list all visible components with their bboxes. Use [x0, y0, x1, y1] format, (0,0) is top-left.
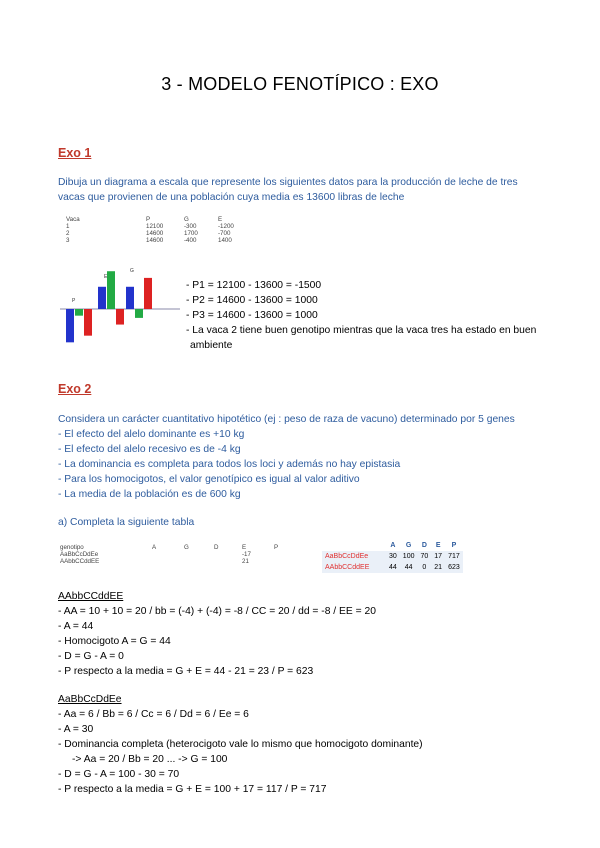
table-cell: -1200: [218, 223, 234, 230]
table-row: [66, 223, 248, 230]
calc-line: - P respecto a la media = G + E = 44 - 21 = 23 / P = 623: [58, 666, 314, 677]
table-cell: 21: [242, 558, 249, 565]
table-cell: -300: [184, 223, 197, 230]
table-header: Vaca: [66, 216, 80, 223]
bar-p-1: [66, 309, 74, 342]
exo2-intro-line: - La media de la población es de 600 kg: [58, 489, 241, 500]
result-line: - P2 = 14600 - 13600 = 1000: [186, 295, 318, 306]
table-header: E: [218, 216, 223, 223]
calc-line: - D = G - A = 0: [58, 651, 124, 662]
table-header: G: [184, 544, 189, 551]
table-cell: AAbbCCddEE: [60, 558, 100, 565]
table-cell: -17: [242, 551, 251, 558]
section-homozygote: [58, 589, 588, 679]
table-header: D: [214, 544, 219, 551]
phenotype-diagram: [60, 266, 180, 352]
bar-e-2: [116, 309, 124, 325]
table-header: A: [152, 544, 157, 551]
table-cell: 14600: [146, 237, 164, 244]
exo1-intro-line: vacas que provienen de una población cuya media es 13600 libras de leche: [58, 192, 405, 203]
genotype-heading: AAbbCCddEE: [58, 591, 124, 602]
exo2-intro-line: - El efecto del alelo recesivo es de -4 kg: [58, 444, 241, 455]
bar-g-3: [135, 309, 143, 318]
table-header: D: [421, 542, 427, 549]
table-cell: 100: [402, 553, 415, 560]
result-line: - P1 = 12100 - 13600 = -1500: [186, 280, 322, 291]
bar-g-1: [75, 309, 83, 316]
table-cell: 44: [404, 564, 413, 571]
figure-label: P: [72, 298, 76, 304]
table-cell: 14600: [146, 230, 164, 237]
table-cell: AaBbCcDdEe: [60, 551, 99, 558]
table-cell: 623: [448, 564, 460, 571]
exo1-heading: Exo 1: [58, 146, 92, 160]
calc-line: - AA = 10 + 10 = 20 / bb = (-4) + (-4) = -8 / CC = 20 / dd = -8 / EE = 20: [58, 606, 376, 617]
calc-line: - Aa = 6 / Bb = 6 / Cc = 6 / Dd = 6 / Ee = 6: [58, 709, 249, 720]
blank-table: [60, 544, 294, 565]
calc-line: - A = 30: [58, 724, 94, 735]
table-cell: 1700: [184, 230, 198, 237]
table-cell: 21: [434, 564, 443, 571]
table-header: G: [405, 542, 412, 549]
table-cell: -400: [184, 237, 197, 244]
table-header: G: [184, 216, 189, 223]
filled-table: [322, 540, 463, 573]
bar-g-2: [107, 271, 115, 309]
exo2-intro-line: - La dominancia es completa para todos los loci y además no hay epistasia: [58, 459, 401, 470]
exo2-intro-line: - Para los homocigotos, el valor genotípico es igual al valor aditivo: [58, 474, 360, 485]
section-heterozygote: [58, 692, 588, 797]
exo1-intro-line: Dibuja un diagrama a escala que represente los siguientes datos para la producción de leche de tres: [58, 177, 518, 188]
table-row: [60, 558, 294, 565]
exo1-data-table: [66, 216, 248, 244]
table-cell: 70: [420, 553, 429, 560]
figure-label: G: [130, 268, 134, 274]
result-line: - P3 = 14600 - 13600 = 1000: [186, 310, 318, 321]
table-row: [322, 562, 463, 573]
bar-e-1: [84, 309, 92, 336]
table-cell: 1400: [218, 237, 232, 244]
table-header: genotipo: [60, 544, 84, 551]
table-header: A: [390, 542, 396, 549]
table-header: P: [451, 542, 457, 549]
table-cell: AaBbCcDdEe: [325, 553, 369, 560]
table-header: E: [435, 542, 441, 549]
exo2-intro: [58, 412, 588, 502]
table-cell: 1: [66, 223, 70, 230]
table-cell: 0: [422, 564, 427, 571]
table-cell: 717: [448, 553, 460, 560]
calc-line: - A = 44: [58, 621, 94, 632]
table-row: [322, 551, 463, 562]
genotype-heading: AaBbCcDdEe: [58, 694, 122, 705]
exo2-task: a) Completa la siguiente tabla: [58, 517, 195, 528]
table-header: P: [146, 216, 151, 223]
table-cell: 2: [66, 230, 70, 237]
exo2-heading: Exo 2: [58, 382, 92, 396]
table-cell: 17: [434, 553, 443, 560]
table-cell: 12100: [146, 223, 164, 230]
result-line: - La vaca 2 tiene buen genotipo mientras que la vaca tres ha estado en buen: [186, 325, 537, 336]
bar-e-3: [144, 278, 152, 309]
exo2-intro-line: Considera un carácter cuantitativo hipotético (ej : peso de raza de vacuno) determinado por 5 genes: [58, 414, 515, 425]
calc-line: -> Aa = 20 / Bb = 20 ... -> G = 100: [72, 754, 228, 765]
table-row: [66, 237, 248, 244]
table-cell: 44: [389, 564, 397, 571]
table-cell: AAbbCCddEE: [325, 564, 370, 571]
table-header: P: [274, 544, 279, 551]
table-cell: -700: [218, 230, 231, 237]
calc-line: - Dominancia completa (heterocigoto vale lo mismo que homocigoto dominante): [58, 739, 423, 750]
table-row: [60, 551, 294, 558]
calc-line: - Homocigoto A = G = 44: [58, 636, 171, 647]
result-line: ambiente: [190, 340, 233, 351]
figure-label: E: [104, 274, 108, 280]
bar-p-2: [98, 287, 106, 309]
table-header: [322, 540, 386, 551]
exo1-intro: [58, 175, 578, 205]
table-cell: 3: [66, 237, 70, 244]
table-cell: 30: [389, 553, 397, 560]
calc-line: - D = G - A = 100 - 30 = 70: [58, 769, 180, 780]
page-title: 3 - MODELO FENOTÍPICO : EXO: [161, 74, 439, 94]
bar-p-3: [126, 287, 134, 309]
table-row: [66, 230, 248, 237]
table-header: E: [242, 544, 247, 551]
exo2-intro-line: - El efecto del alelo dominante es +10 kg: [58, 429, 245, 440]
exo1-results: [186, 278, 586, 353]
calc-line: - P respecto a la media = G + E = 100 + 17 = 117 / P = 717: [58, 784, 327, 795]
